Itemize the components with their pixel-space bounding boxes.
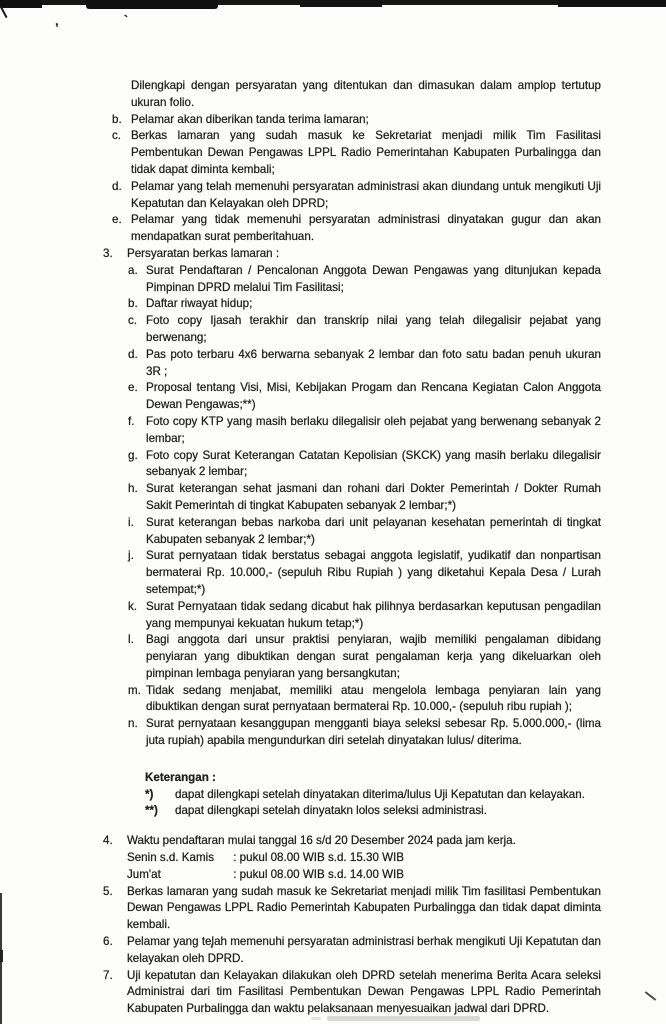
item-number: 4. bbox=[103, 834, 113, 848]
item-text: Waktu pendaftaran mulai tanggal 16 s/d 20 Desember 2024 pada jam kerja. bbox=[127, 834, 516, 848]
scan-artifact-speck: , bbox=[54, 15, 59, 29]
item-label: e. bbox=[128, 381, 138, 395]
numbered-item bbox=[103, 833, 601, 850]
numbered-item bbox=[103, 968, 601, 1018]
item-text: Tidak sedang menjabat, memiliki atau mengelola lembaga penyiaran lain yang dibuktikan dengan surat pernyataan bermaterai Rp. 10.000,- (sepuluh ribu rupiah ); bbox=[146, 683, 601, 714]
item-label: g. bbox=[128, 448, 138, 462]
numbered-item bbox=[103, 934, 601, 968]
item-label: d. bbox=[128, 347, 138, 361]
scan-artifact-top-blob bbox=[0, 0, 42, 8]
item-label: b. bbox=[112, 112, 122, 126]
schedule-row bbox=[127, 867, 666, 884]
intro-item bbox=[112, 179, 601, 213]
item-text: Pelamar akan diberikan tanda terima lamaran; bbox=[131, 112, 369, 126]
note-text: dapat dilengkapi setelah dinyatakn lolos seleksi administrasi. bbox=[175, 804, 487, 818]
requirement-item bbox=[128, 263, 601, 297]
item-text: Berkas lamaran yang sudah masuk ke Sekretariat menjadi milik Tim fasilitasi Pembentukan Dewan Pengawas LPPL Radio Pemerintah Kabupaten Purbalingga dan tidak dapat diminta kembali. bbox=[127, 884, 601, 932]
scan-artifact-speck: ` bbox=[124, 13, 128, 27]
requirement-item bbox=[128, 481, 601, 515]
intro-item bbox=[112, 212, 601, 246]
item-text: Surat pernyataan tidak berstatus sebagai anggota legislatif, yudikatif dan nonpartisan bermaterai Rp. 10.000,- (sepuluh Ribu Rupiah ) yang diketahui Kepala Desa / Lurah setempat;*) bbox=[146, 549, 601, 596]
note-item bbox=[145, 787, 601, 804]
intro-item bbox=[112, 128, 601, 178]
item-text: Daftar riwayat hidup; bbox=[146, 297, 253, 311]
item-label: j. bbox=[128, 549, 134, 563]
note-text: dapat dilengkapi setelah dinyatakan diterima/lulus Uji Kepatutan dan kelayakan. bbox=[175, 787, 585, 801]
scan-artifact-top-blob bbox=[300, 0, 382, 7]
item-text: Bagi anggota dari unsur praktisi penyiaran, wajib memiliki pengalaman dibidang penyiaran yang dibuktikan dengan surat pengalaman kerja yang dikeluarkan oleh pimpinan lembaga penyiaran yang bersangkutan; bbox=[146, 633, 601, 680]
item-label: m. bbox=[128, 683, 141, 697]
schedule-day: Jum'at bbox=[127, 867, 161, 881]
item-text: Proposal tentang Visi, Misi, Kebijakan Progam dan Rencana Kegiatan Calon Anggota Dewan Pengawas;**) bbox=[146, 381, 601, 412]
keterangan-block bbox=[145, 770, 601, 820]
item-text: Surat Pendaftaran / Pencalonan Anggota Dewan Pengawas yang ditunjukan kepada Pimpinan DPRD melalui Tim Fasilitasi; bbox=[146, 263, 601, 294]
requirement-item bbox=[128, 414, 601, 448]
note-marker: *) bbox=[145, 787, 154, 801]
item-label: f. bbox=[128, 414, 135, 428]
item-text: Surat keterangan bebas narkoba dari unit pelayanan kesehatan pemerintah di tingkat Kabupaten sebanyak 2 lembar;*) bbox=[146, 515, 601, 546]
requirement-item bbox=[128, 716, 601, 750]
intro-item bbox=[112, 112, 601, 129]
section-3-heading bbox=[103, 246, 601, 263]
item-label: e. bbox=[112, 213, 122, 227]
numbered-item bbox=[103, 884, 601, 934]
item-number: 7. bbox=[103, 968, 113, 982]
schedule-row bbox=[127, 850, 666, 867]
item-text: Berkas lamaran yang sudah masuk ke Sekretariat menjadi milik Tim Fasilitasi Pembentukan Dewan Pengawas LPPL Radio Pemerintahan Kabupaten Purbalingga dan tidak dapat diminta kembali; bbox=[131, 129, 601, 176]
item-number: 5. bbox=[103, 884, 113, 898]
scan-artifact-top-blob bbox=[86, 0, 218, 9]
item-number: 6. bbox=[103, 935, 113, 949]
item-label: h. bbox=[128, 482, 138, 496]
item-label: i. bbox=[128, 515, 134, 529]
item-label: d. bbox=[112, 179, 122, 193]
requirement-item bbox=[128, 347, 601, 381]
requirement-item bbox=[128, 313, 601, 347]
item-text: Uji kepatutan dan Kelayakan dilakukan oleh DPRD setelah menerima Berita Acara seleksi Administrai dari tim Fasilitasi Pembentukan Dewan Pengawas LPPL Radio Pemerintah Kabupaten Purbalingga dan waktu pelaksanaan menyesuaikan jadwal dari DPRD. bbox=[127, 968, 601, 1016]
item-label: n. bbox=[128, 717, 138, 731]
document-body bbox=[0, 78, 666, 1018]
item-text: Pelamar yang telah memenuhi persyaratan administrasi berhak mengikuti Uji Kepatutan dan kelayakan oleh DPRD. bbox=[127, 935, 601, 965]
scan-artifact-top-blob bbox=[558, 0, 666, 7]
requirement-item bbox=[128, 632, 601, 682]
note-item bbox=[145, 803, 601, 820]
requirement-item bbox=[128, 296, 601, 313]
item-text: Pelamar yang tidak memenuhi persyaratan administrasi dinyatakan gugur dan akan mendapatkan surat pemberitahuan. bbox=[131, 213, 601, 244]
schedule-time: : pukul 08.00 WIB s.d. 15.30 WIB bbox=[233, 851, 405, 865]
schedule-time: : pukul 08.00 WIB s.d. 14.00 WIB bbox=[233, 867, 405, 881]
item-label: l. bbox=[128, 633, 134, 647]
item-text: Foto copy KTP yang masih berlaku dilegalisir oleh pejabat yang berwenang sebanyak 2 lembar; bbox=[146, 414, 601, 445]
paragraph-continuation: Dilengkapi dengan persyaratan yang ditentukan dan dimasukan dalam amplop tertutup ukuran folio. bbox=[131, 79, 601, 109]
scan-artifact-corner-curl bbox=[0, 7, 7, 19]
requirement-item bbox=[128, 515, 601, 549]
item-text: Foto copy Ijasah terakhir dan transkrip nilai yang telah dilegalisir pejabat yang berwenang; bbox=[146, 314, 601, 344]
item-text: Pas poto terbaru 4x6 berwarna sebanyak 2 lembar dan foto satu badan penuh ukuran 3R ; bbox=[146, 347, 601, 378]
item-number: 3. bbox=[103, 246, 113, 260]
item-text: Pelamar yang telah memenuhi persyaratan administrasi akan diundang untuk mengikuti Uji Kepatutan dan Kelayakan oleh DPRD; bbox=[131, 179, 601, 210]
note-marker: **) bbox=[145, 804, 158, 818]
section-title: Persyaratan berkas lamaran : bbox=[127, 246, 280, 260]
item-text: Surat pernyataan kesanggupan mengganti biaya seleksi sebesar Rp. 5.000.000,- (lima juta rupiah) apabila mengundurkan diri setelah dinyatakan lulus/ diterima. bbox=[146, 717, 601, 748]
requirement-item bbox=[128, 448, 601, 482]
numbered-section bbox=[0, 833, 666, 1018]
item-label: c. bbox=[128, 314, 138, 328]
item-text: Foto copy Surat Keterangan Catatan Kepolisian (SKCK) yang masih berlaku dilegalisir sebanyak 2 lembar; bbox=[146, 448, 601, 479]
requirement-item bbox=[128, 548, 601, 598]
item-label: k. bbox=[128, 599, 138, 613]
requirement-item bbox=[128, 683, 601, 717]
item-label: a. bbox=[128, 263, 138, 277]
requirement-item bbox=[128, 380, 601, 414]
keterangan-title: Keterangan : bbox=[145, 770, 216, 784]
schedule-day: Senin s.d. Kamis bbox=[127, 851, 214, 865]
item-text: Surat Pernyataan tidak sedang dicabut hak pilihnya berdasarkan keputusan pengadilan yang mempunyai kekuatan hukum tetap;*) bbox=[146, 599, 601, 630]
item-label: b. bbox=[128, 297, 138, 311]
item-text: Surat keterangan sehat jasmani dan rohani dari Dokter Pemerintah / Dokter Rumah Sakit Pemerintah di tingkat Kabupaten sebanyak 2 lembar;*) bbox=[146, 482, 601, 512]
requirement-item bbox=[128, 599, 601, 633]
item-label: c. bbox=[112, 129, 122, 143]
